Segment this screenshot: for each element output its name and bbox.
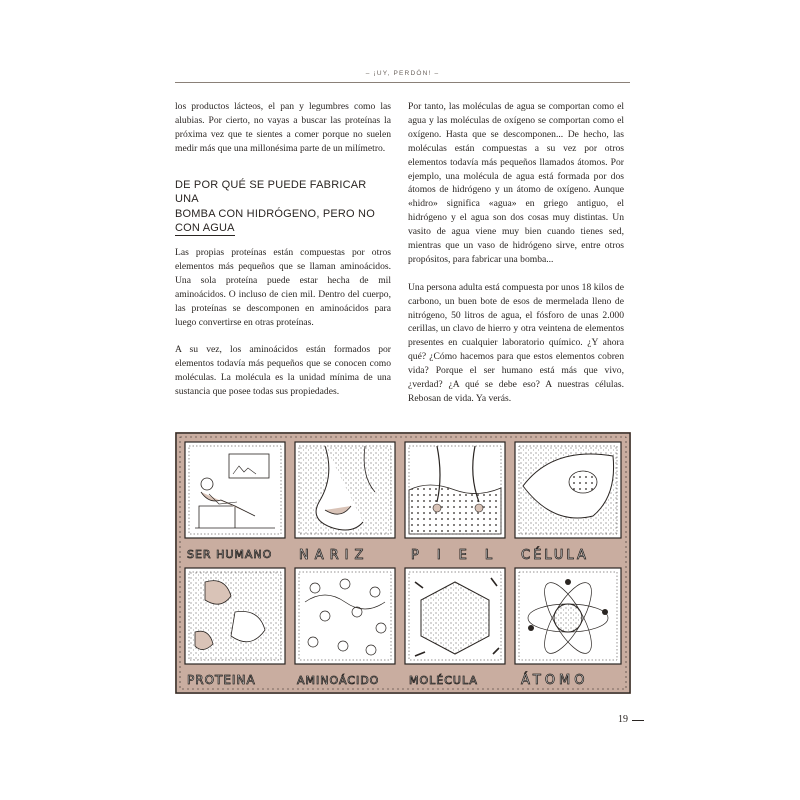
panel-proteina bbox=[185, 568, 285, 664]
section-heading bbox=[175, 178, 387, 236]
left-column bbox=[175, 100, 391, 413]
label-aminoacido: AMINOÁCIDO bbox=[297, 674, 380, 687]
panel-molecula bbox=[405, 568, 505, 664]
left-paragraph-3: A su vez, los aminoácidos están formados por elementos todavía más pequeños que se conocen como moléculas. La molécula es la unidad mínima de una sustancia que posee todas sus propiedades. bbox=[175, 344, 391, 398]
panel-atomo bbox=[515, 568, 621, 664]
left-paragraph-1: los productos lácteos, el pan y legumbres como las alubias. Por cierto, no vayas a buscar las proteínas la próxima vez que te sientes a comer porque no suelen medir más que una millonésima parte de un milímetro. bbox=[175, 101, 391, 154]
panel-ser-humano bbox=[185, 442, 285, 538]
panel-aminoacido bbox=[295, 568, 395, 664]
label-ser-humano: SER HUMANO bbox=[187, 548, 273, 561]
label-atomo: ÁTOMO bbox=[521, 673, 589, 688]
header-rule bbox=[175, 82, 630, 83]
label-molecula: MOLÉCULA bbox=[409, 674, 478, 687]
page-number: 19 bbox=[618, 714, 628, 725]
label-nariz: NARIZ bbox=[299, 548, 370, 563]
page-number-rule bbox=[632, 720, 644, 721]
label-proteina: PROTEINA bbox=[187, 673, 256, 687]
running-head: – ¡UY, PERDÓN! – bbox=[365, 70, 440, 77]
label-celula: CÉLULA bbox=[521, 548, 589, 563]
right-paragraph-2: Una persona adulta está compuesta por unos 18 kilos de carbono, un buen bote de esos de mermelada lleno de nitrógeno, 50 litros de agua, el fósforo de unas 2.000 cerillas, un clavo de hierro y otra veintena de elementos presentes en cualquier laboratorio químico. ¿Y ahora qué? ¿Cómo hacemos para que estos elementos cobren vida? Porque el ser humano está más que vivo, ¿verdad? ¿A qué se debe eso? A nuestras células. Rebosan de vida. Ya verás. bbox=[408, 281, 624, 405]
panel-nariz bbox=[295, 442, 395, 538]
right-paragraph-1: Por tanto, las moléculas de agua se comportan como el agua y las moléculas de oxígeno se comportan como el oxígeno. Hasta que se descomponen... De hecho, las moléculas están compuestas a su vez por otros elementos todavía más pequeños llamados átomos. Por ejemplo, una molécula de agua está formada por dos átomos de hidrógeno y un átomo de oxígeno. Aunque «hidro» significa «agua» en griego antiguo, el hidrógeno y el agua son dos cosas muy distintas. Un vasito de agua viene muy bien cuando tienes sed, mientras que un vaso de hidrógeno sirve, entre otros propósitos, para fabricar una bomba... bbox=[408, 101, 624, 265]
panel-piel bbox=[405, 442, 505, 538]
right-column bbox=[408, 100, 624, 420]
heading-line-3: CON AGUA bbox=[175, 222, 235, 235]
left-paragraph-2: Las propias proteínas están compuestas por otros elementos más pequeños que se llaman aminoácidos. Una sola proteína puede estar hecha de mil aminoácidos. O incluso de cien mil. Dentro del cuerpo, las proteínas se descomponen en aminoácidos para luego convertirse en otras proteínas. bbox=[175, 247, 391, 328]
label-piel: PIEL bbox=[411, 548, 511, 563]
heading-line-2: BOMBA CON HIDRÓGENO, PERO NO bbox=[175, 207, 375, 220]
heading-line-1: DE POR QUÉ SE PUEDE FABRICAR UNA bbox=[175, 178, 367, 206]
illustration-scale-grid bbox=[175, 432, 631, 694]
panel-celula bbox=[515, 442, 621, 538]
